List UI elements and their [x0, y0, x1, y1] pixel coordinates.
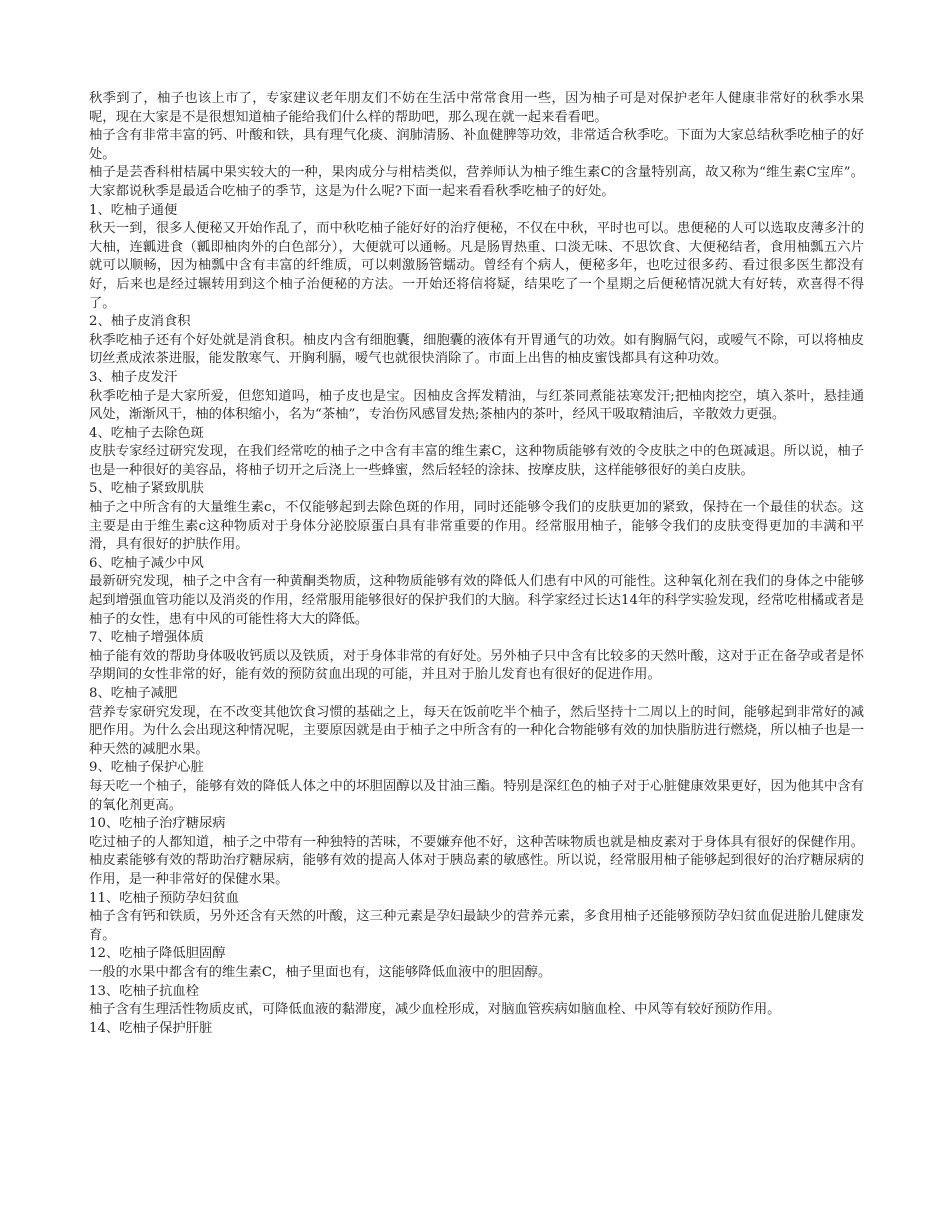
section-body: 每天吃一个柚子，能够有效的降低人体之中的坏胆固醇以及甘油三酯。特别是深红色的柚子对于心脏健康效果更好，因为他其中含有的氧化剂更高。 [89, 778, 864, 813]
section-body: 柚子含有钙和铁质，另外还含有天然的叶酸，这三种元素是孕妇最缺少的营养元素，多食用柚子还能够预防孕妇贫血促进胎儿健康发育。 [89, 909, 864, 943]
section-heading: 11、吃柚子预防孕妇贫血 [89, 890, 239, 906]
section-heading: 5、吃柚子紧致肌肤 [89, 481, 204, 497]
section-body: 秋天一到，很多人便秘又开始作乱了，而中秋吃柚子能好好的治疗便秘，不仅在中秋，平时也可以。患便秘的人可以选取皮薄多汁的大柚，连瓤进食（瓤即柚肉外的白色部分），大便就可以通畅。凡是肠胃热重、口淡无味、不思饮食、大便秘结者，食用柚瓢五六片就可以顺畅，因为柚瓢中含有丰富的纤维质，可以刺激肠管蠕动。曾经有个病人，便秘多年，也吃过很多药、看过很多医生都没有好，后来也是经过辗转用到这个柚子治便秘的方法。一开始还将信将疑，结果吃了一个星期之后便秘情况就大有好转，欢喜得不得了。 [89, 221, 864, 311]
section-heading: 13、吃柚子抗血栓 [89, 983, 199, 999]
intro-paragraph: 柚子是芸香科柑桔属中果实较大的一种，果肉成分与柑桔类似，营养师认为柚子维生素C的含量特别高，故又称为“维生素C宝库”。大家都说秋季是最适合吃柚子的季节，这是为什么呢?下面一起来看看秋季吃柚子的好处。 [89, 165, 864, 199]
section-body: 一般的水果中都含有的维生素C，柚子里面也有，这能够降低血液中的胆固醇。 [89, 964, 552, 980]
section-heading: 10、吃柚子治疗糖尿病 [89, 816, 226, 832]
section-heading: 3、柚子皮发汗 [89, 369, 178, 385]
section-body: 柚子之中所含有的大量维生素c，不仅能够起到去除色斑的作用，同时还能够令我们的皮肤更加的紧致，保持在一个最佳的状态。这主要是由于维生素c这种物质对于身体分泌胶原蛋白具有非常重要的作用。经常服用柚子，能够令我们的皮肤变得更加的丰满和平滑，具有很好的护肤作用。 [89, 500, 864, 553]
section-body: 秋季吃柚子还有个好处就是消食积。柚皮内含有细胞囊，细胞囊的液体有开胃通气的功效。如有胸膈气闷，或嗳气不除，可以将柚皮切丝煮成浓茶进服，能发散寒气、开胸利膈，嗳气也就很快消除了。市面上出售的柚皮蜜饯都具有这种功效。 [89, 332, 864, 367]
section-heading: 9、吃柚子保护心脏 [89, 760, 204, 776]
section-heading: 12、吃柚子降低胆固醇 [89, 946, 226, 962]
intro-paragraph: 秋季到了，柚子也该上市了，专家建议老年朋友们不妨在生活中常常食用一些，因为柚子可是对保护老年人健康非常好的秋季水果呢，现在大家是不是很想知道柚子能给我们什么样的帮助吧，那么现在就一起来看看吧。 [89, 91, 864, 125]
section-body: 吃过柚子的人都知道，柚子之中带有一种独特的苦味，不要嫌弃他不好，这种苦味物质也就是柚皮素对于身体具有很好的保健作用。柚皮素能够有效的帮助治疗糖尿病，能够有效的提高人体对于胰岛素的敏感性。所以说，经常服用柚子能够起到很好的治疗糖尿病的作用，是一种非常好的保健水果。 [89, 834, 864, 887]
section-heading: 7、吃柚子增强体质 [89, 630, 204, 646]
intro-paragraph: 柚子含有非常丰富的钙、叶酸和铁，具有理气化痰、润肺清肠、补血健脾等功效，非常适合秋季吃。下面为大家总结秋季吃柚子的好处。 [89, 128, 864, 162]
section-heading: 2、柚子皮消食积 [89, 314, 191, 330]
section-heading: 8、吃柚子减肥 [89, 686, 178, 701]
section-heading: 6、吃柚子减少中风 [89, 555, 204, 571]
section-heading: 14、吃柚子保护肝脏 [89, 1020, 213, 1036]
section-body: 柚子能有效的帮助身体吸收钙质以及铁质，对于身体非常的有好处。另外柚子只中含有比较多的天然叶酸，这对于正在备孕或者是怀孕期间的女性非常的好，能有效的预防贫血出现的可能，并且对于胎儿发育也有很好的促进作用。 [89, 648, 864, 683]
section-heading: 4、吃柚子去除色斑 [89, 425, 204, 441]
section-body: 秋季吃柚子是大家所爱，但您知道吗，柚子皮也是宝。因柚皮含挥发精油，与红茶同煮能祛寒发汗;把柚肉挖空，填入茶叶，悬挂通风处，渐渐风干，柚的体积缩小，名为“茶柚”，专治伤风感冒发热;茶柚内的茶叶，经风干吸取精油后，辛散效力更强。 [89, 388, 864, 423]
section-body: 营养专家研究发现，在不改变其他饮食习惯的基础之上，每天在饭前吃半个柚子，然后坚持十二周以上的时间，能够起到非常好的减肥作用。为什么会出现这种情况呢，主要原因就是由于柚子之中所含有的一种化合物能够有效的加快脂肪进行燃烧，所以柚子也是一种天然的减肥水果。 [89, 704, 864, 757]
section-body: 皮肤专家经过研究发现，在我们经常吃的柚子之中含有丰富的维生素C，这种物质能够有效的令皮肤之中的色斑减退。所以说，柚子也是一种很好的美容品，将柚子切开之后浇上一些蜂蜜，然后轻轻的涂抹、按摩皮肤，这样能够很好的美白皮肤。 [89, 444, 864, 478]
section-body: 柚子含有生理活性物质皮甙，可降低血液的黏滞度，减少血栓形成，对脑血管疾病如脑血栓、中风等有较好预防作用。 [89, 1002, 781, 1018]
section-heading: 1、吃柚子通便 [89, 202, 178, 218]
section-body: 最新研究发现，柚子之中含有一种黄酮类物质，这种物质能够有效的降低人们患有中风的可能性。这种氧化剂在我们的身体之中能够起到增强血管功能以及消炎的作用，经常服用能够很好的保护我们的大脑。科学家经过长达14年的科学实验发现，经常吃柑橘或者是柚子的女性，患有中风的可能性将大大的降低。 [89, 574, 864, 627]
article [89, 90, 864, 1038]
